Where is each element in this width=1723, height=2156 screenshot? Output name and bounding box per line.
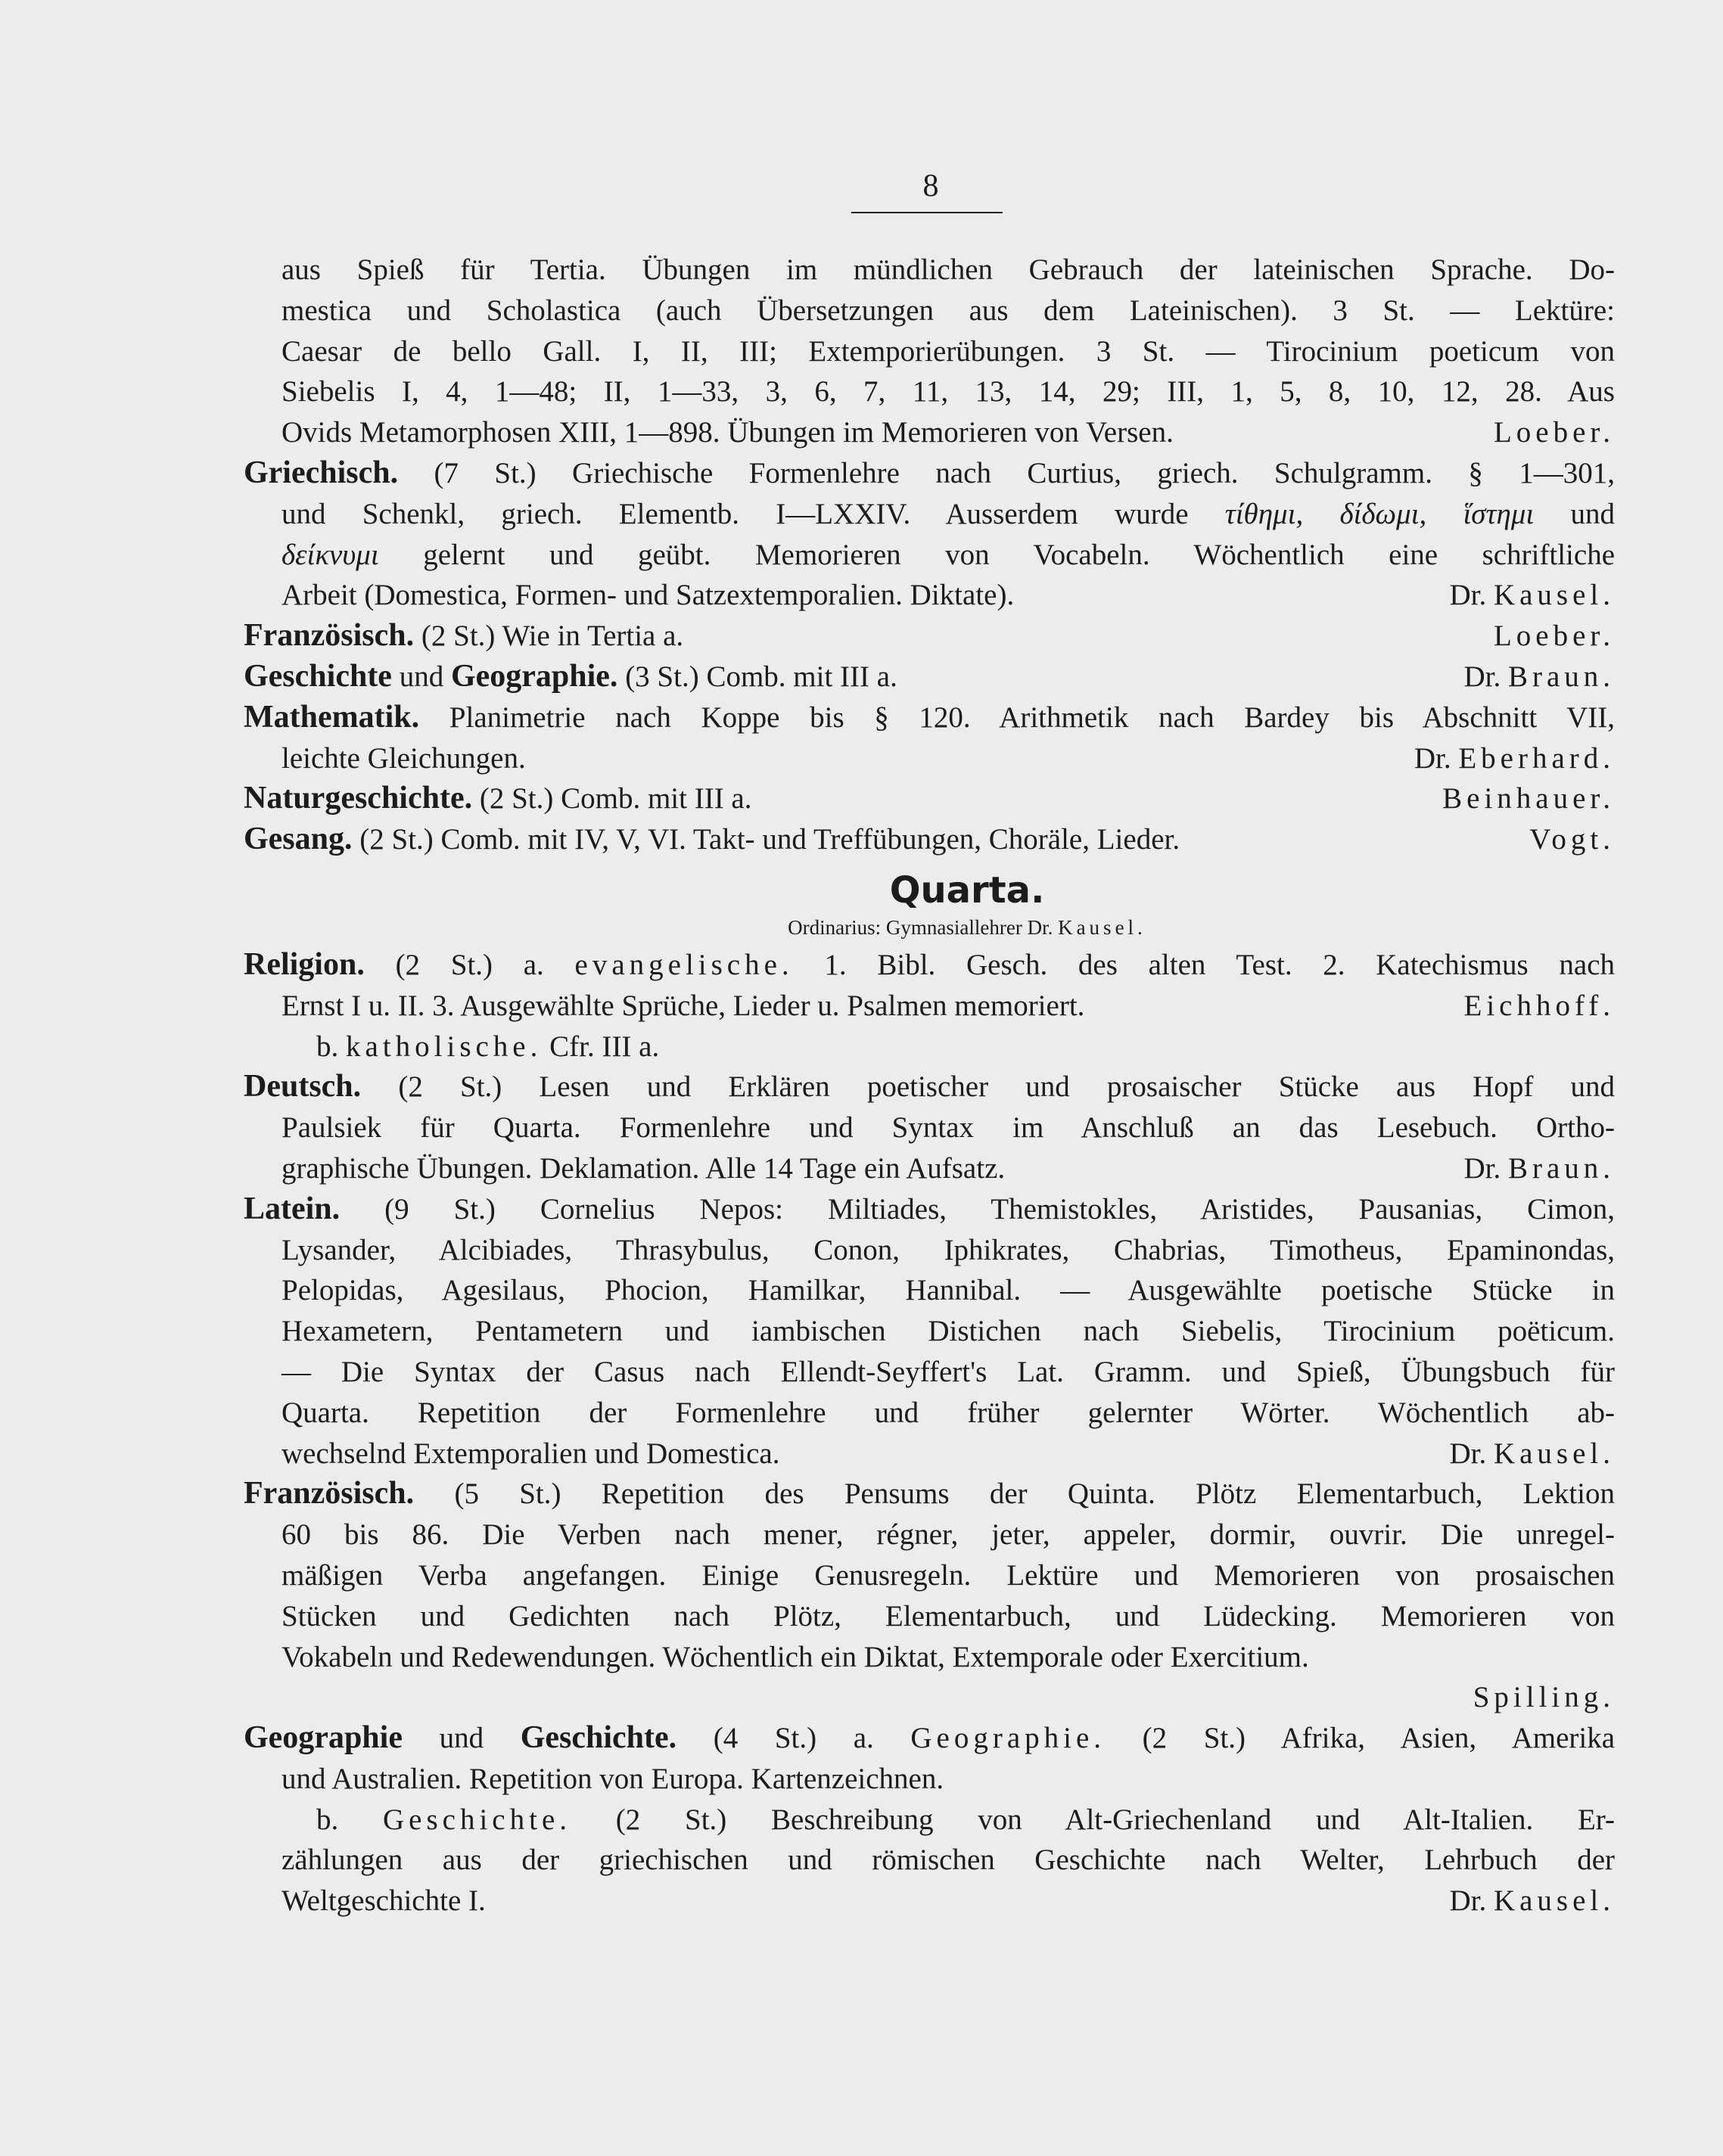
subdivision-label: Geschichte.: [383, 1803, 572, 1836]
ordinarius-label: Ordinarius: Gymnasiallehrer Dr.: [788, 915, 1053, 939]
text-line: Caesar de bello Gall. I, II, III; Extemporierübungen. 3 St. — Tirocinium poeticum von: [281, 334, 1615, 368]
subject-heading: Geographie.: [450, 658, 618, 694]
line-text: 1. Bibl. Gesch. des alten Test. 2. Katechismus nach: [824, 948, 1616, 981]
subject-heading: Geschichte: [244, 658, 392, 694]
teacher-title: Dr.: [1463, 660, 1501, 693]
text-line: — Die Syntax der Casus nach Ellendt-Seyffert's Lat. Gramm. und Spieß, Übungsbuch für: [281, 1355, 1615, 1388]
subject-heading: Französisch.: [244, 618, 415, 654]
line-text: Ernst I u. II. 3. Ausgewählte Sprüche, Lieder u. Psalmen memoriert.: [281, 989, 1085, 1022]
text-line: [244, 1800, 1615, 1841]
text-line: [244, 535, 1615, 576]
teacher-name: [1414, 738, 1615, 779]
text-line: [244, 1881, 1615, 1921]
text-line: Siebelis I, 4, 1—48; II, 1—33, 3, 6, 7, 11, 13, 14, 29; III, 1, 5, 8, 10, 12, 28. Aus: [281, 375, 1615, 409]
text-line: mestica und Scholastica (auch Übersetzungen aus dem Lateinischen). 3 St. — Lektüre:: [281, 294, 1615, 327]
line-text: wechselnd Extemporalien und Domestica.: [281, 1437, 780, 1470]
line-text: b.: [316, 1803, 339, 1836]
line-text: graphische Übungen. Deklamation. Alle 14 Tage ein Aufsatz.: [281, 1151, 1006, 1185]
subject-heading: Gesang.: [244, 822, 353, 857]
text-line: [244, 494, 1615, 535]
line-text: Planimetrie nach Koppe bis § 120. Arithmetik nach Bardey bis Abschnitt VII,: [449, 701, 1616, 734]
text-line: Quarta. Repetition der Formenlehre und früher gelernter Wörter. Wöchentlich ab-: [281, 1396, 1615, 1429]
subject-heading: Geographie: [244, 1720, 403, 1756]
text-line: Vokabeln und Redewendungen. Wöchentlich ein Diktat, Extemporale oder Exercitium.: [281, 1640, 1309, 1673]
text-line: Hexametern, Pentametern und iambischen Distichen nach Siebelis, Tirocinium poëticum.: [281, 1315, 1615, 1348]
text-line: Stücken und Gedichten nach Plötz, Elementarbuch, und Lüdecking. Memorieren von: [281, 1599, 1615, 1633]
line-text: Cfr. III a.: [549, 1030, 660, 1063]
text-line: [244, 1148, 1615, 1189]
line-text: und Schenkl, griech. Elementb. I—LXXIV. Ausserdem wurde: [281, 497, 1189, 530]
subject-heading: Latein.: [244, 1191, 341, 1226]
line-text: und: [439, 1722, 484, 1755]
entry-franzoesisch-quarta: [244, 1474, 1615, 1514]
line-text: (2 St.) Comb. mit IV, V, VI. Takt- und Treffübungen, Choräle, Lieder.: [359, 823, 1180, 856]
text-line: 60 bis 86. Die Verben nach mener, régner, jeter, appeler, dormir, ouvrir. Die unregel-: [281, 1518, 1615, 1552]
teacher-title: Dr.: [1449, 1437, 1487, 1470]
teacher-surname: Kausel.: [1493, 579, 1615, 612]
greek-words: δείκνυμι: [281, 538, 379, 571]
line-text: (5 St.) Repetition des Pensums der Quinta. Plötz Elementarbuch, Lektion: [454, 1477, 1615, 1511]
page-body: [244, 250, 1615, 1921]
entry-religion: [244, 945, 1615, 986]
subject-heading: Deutsch.: [244, 1069, 362, 1104]
entry-deutsch: [244, 1067, 1615, 1108]
line-text: und: [399, 660, 444, 693]
line-text: b.: [316, 1030, 339, 1063]
subdivision-label: evangelische.: [574, 948, 794, 981]
entry-mathematik: [244, 697, 1615, 738]
text-line: [244, 1434, 1615, 1474]
text-line: zählungen aus der griechischen und römischen Geschichte nach Welter, Lehrbuch der: [281, 1844, 1615, 1877]
line-text: leichte Gleichungen.: [281, 741, 526, 775]
teacher-surname: Kausel.: [1493, 1437, 1615, 1470]
line-text: (3 St.) Comb. mit III a.: [625, 660, 897, 693]
line-text: (7 St.) Griechische Formenlehre nach Curtius, griech. Schulgramm. § 1—301,: [434, 456, 1615, 489]
entry-gesang: [244, 819, 1615, 860]
teacher-surname: Braun.: [1507, 660, 1615, 693]
line-text: gelernt und geübt. Memorieren von Vocabeln. Wöchentlich eine schriftliche: [423, 538, 1616, 571]
text-line: aus Spieß für Tertia. Übungen im mündlichen Gebrauch der lateinischen Sprache. Do-: [281, 253, 1615, 286]
line-text: (2 St.) Afrika, Asien, Amerika: [1142, 1722, 1616, 1755]
line-text: Ovids Metamorphosen XIII, 1—898. Übungen im Memorieren von Versen.: [281, 416, 1174, 449]
line-text: (2 St.) Lesen und Erklären poetischer und prosaischer Stücke aus Hopf und: [398, 1070, 1615, 1104]
teacher-name: [1449, 1881, 1615, 1921]
subdivision-label: katholische.: [346, 1030, 543, 1063]
line-text: (2 St.) Beschreibung von Alt-Griechenland und Alt-Italien. Er-: [615, 1803, 1615, 1836]
line-text: (2 St.) Comb. mit III a.: [479, 782, 752, 815]
teacher-name: Beinhauer.: [1442, 782, 1615, 815]
teacher-name: [1463, 1148, 1615, 1189]
teacher-name: [1449, 575, 1615, 616]
line-text: Weltgeschichte I.: [281, 1884, 486, 1918]
text-line: [244, 986, 1615, 1027]
teacher-name: [1449, 1434, 1615, 1474]
entry-latein: [244, 1189, 1615, 1230]
text-line: [244, 412, 1615, 453]
text-line: Lysander, Alcibiades, Thrasybulus, Conon, Iphikrates, Chabrias, Timotheus, Epaminondas,: [281, 1233, 1615, 1266]
entry-griechisch: [244, 453, 1615, 494]
line-text: (9 St.) Cornelius Nepos: Miltiades, Themistokles, Aristides, Pausanias, Cimon,: [384, 1192, 1616, 1226]
line-text: (2 St.) a.: [395, 948, 544, 981]
entry-geschichte: [244, 657, 1615, 697]
subject-heading: Naturgeschichte.: [244, 781, 473, 816]
text-line: mäßigen Verba angefangen. Einige Genusregeln. Lektüre und Memorieren von prosaischen: [281, 1558, 1615, 1592]
teacher-title: Dr.: [1414, 741, 1451, 775]
entry-geographie: [244, 1718, 1615, 1759]
entry-franzoesisch: [244, 616, 1615, 657]
line-text: und: [1570, 497, 1616, 530]
teacher-surname: Braun.: [1507, 1151, 1615, 1185]
teacher-title: Dr.: [1463, 1151, 1501, 1185]
teacher-name: Spilling.: [1473, 1681, 1615, 1714]
text-line: [244, 1677, 1615, 1718]
subdivision-label: Geographie.: [910, 1722, 1106, 1755]
ordinarius-line: [244, 915, 1615, 945]
teacher-name: Vogt.: [1529, 823, 1615, 856]
subject-heading: Französisch.: [244, 1476, 415, 1511]
teacher-title: Dr.: [1449, 579, 1487, 612]
subject-heading: Mathematik.: [244, 699, 420, 735]
section-heading-quarta: Quarta.: [889, 868, 1045, 912]
subject-heading: Griechisch.: [244, 455, 399, 490]
text-line: Pelopidas, Agesilaus, Phocion, Hamilkar, Hannibal. — Ausgewählte poetische Stücke in: [281, 1274, 1615, 1307]
teacher-name: Eichhoff.: [1463, 989, 1615, 1022]
subject-heading: Religion.: [244, 946, 365, 982]
subject-heading: Geschichte.: [520, 1720, 677, 1756]
teacher-title: Dr.: [1449, 1884, 1487, 1918]
line-text: Arbeit (Domestica, Formen- und Satzextemporalien. Diktate).: [281, 579, 1015, 612]
page-number: 8: [922, 169, 939, 203]
text-line: Paulsiek für Quarta. Formenlehre und Syntax im Anschluß an das Lesebuch. Ortho-: [281, 1111, 1615, 1145]
text-line: [244, 738, 1615, 779]
text-line: [244, 575, 1615, 616]
line-text: (2 St.) Wie in Tertia a.: [421, 620, 684, 653]
ordinarius-name: Kausel.: [1058, 915, 1146, 939]
entry-naturgeschichte: [244, 778, 1615, 819]
teacher-surname: Eberhard.: [1458, 741, 1615, 775]
greek-words: τίθημι, δίδωμι, ἵστημι: [1224, 497, 1535, 530]
teacher-name: Loeber.: [1493, 416, 1615, 449]
text-line: [244, 1027, 1615, 1067]
page-number-rule: [851, 212, 1003, 213]
teacher-surname: Kausel.: [1493, 1884, 1615, 1918]
text-line: und Australien. Repetition von Europa. Kartenzeichnen.: [281, 1762, 944, 1795]
line-text: (4 St.) a.: [713, 1722, 874, 1755]
teacher-name: [1463, 657, 1615, 697]
teacher-name: Loeber.: [1493, 620, 1615, 653]
